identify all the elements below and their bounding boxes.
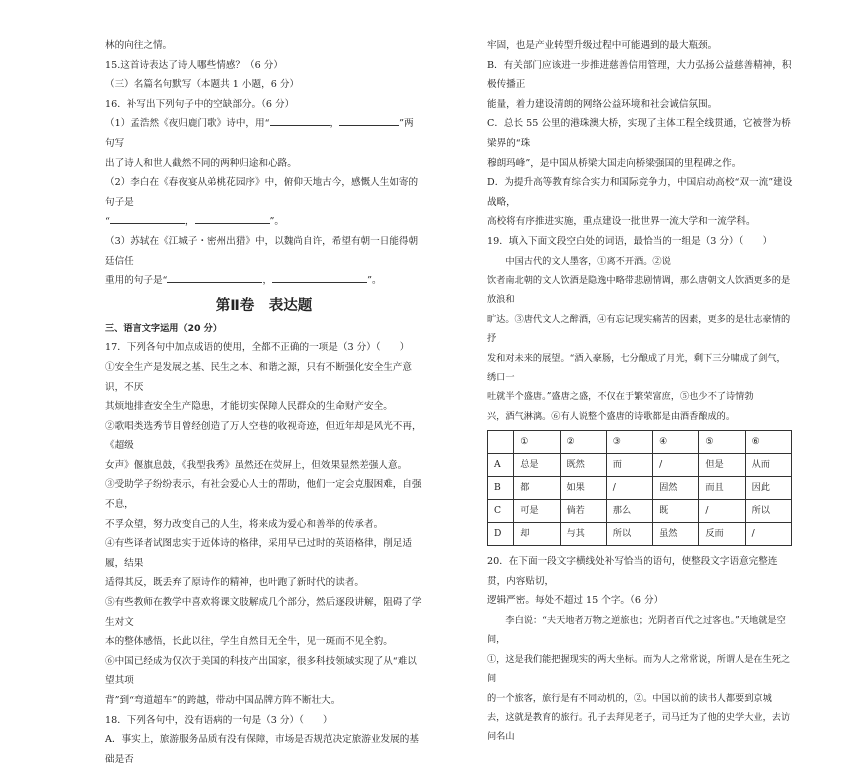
table-cell: 既	[653, 500, 699, 523]
text-line: 林的向往之情。	[105, 40, 173, 51]
q16-part3: （3）苏轼在《江城子・密州出猎》中，以魏尚自许，希望有朝一日能得朝廷信任	[105, 235, 419, 267]
table-cell: 却	[514, 523, 560, 546]
passage-line: 去，这就是教育的旅行。孔子去拜见老子，司马迁为了他的史学大业，去访问名山	[487, 712, 791, 743]
q17-item: ②歌唱类选秀节目曾经创造了万人空巷的收视奇迹，但近年却是风光不再，《超级	[105, 420, 422, 452]
table-header-row	[488, 431, 792, 454]
q16-part1	[105, 114, 423, 153]
table-cell: 但是	[699, 454, 745, 477]
question-19: 19．填入下面文段空白处的词语，最恰当的一组是（3 分）（ ）	[487, 235, 773, 247]
table-cell: 总是	[514, 454, 560, 477]
table-row	[488, 500, 792, 523]
q18-option-b-cont: 能量，着力建设清朗的网络公益环境和社会诚信氛围。	[487, 98, 718, 110]
question-15: 15.这首诗表达了诗人哪些情感？（6 分）	[105, 59, 283, 71]
text: ，	[184, 216, 195, 228]
passage-line: 饮者南北朝的文人饮酒是隐逸中略带悲剧情调，那么唐朝文人饮酒更多的是放浪和	[487, 274, 791, 306]
q18-option-d-cont: 高校将有序推进实施，重点建设一批世界一流大学和一流学科。	[487, 216, 756, 228]
options-table	[487, 430, 792, 546]
q17-item: ①安全生产是发展之基、民生之本、和谐之源，只有不断强化安全生产意识，不厌	[105, 361, 412, 393]
table-cell: 因此	[745, 477, 791, 500]
table-cell: 如果	[560, 477, 606, 500]
table-cell: ⑥	[745, 431, 791, 454]
text: ”。	[367, 275, 382, 287]
q18-option-c-cont: 穆朗玛峰”，是中国从桥梁大国走向桥梁强国的里程碑之作。	[487, 157, 742, 169]
answer-blank[interactable]	[339, 114, 399, 126]
text: “	[105, 216, 110, 228]
table-cell: /	[606, 477, 652, 500]
text: ，	[262, 275, 273, 287]
q17-item: 其烦地排查安全生产隐患，才能切实保障人民群众的生命财产安全。	[105, 401, 393, 413]
table-cell: 与其	[560, 523, 606, 546]
text: ”两句写	[105, 118, 414, 149]
section-famous-quotes: （三）名篇名句默写（本题共 1 小题，6 分）	[105, 79, 300, 91]
question-20-cont: 逻辑严密。每处不超过 15 个字。（6 分）	[487, 595, 664, 607]
passage-line: 李白说：“夫天地者万物之逆旅也；光阴者百代之过客也。”天地就是空间，	[487, 614, 786, 646]
q16-part2: （2）李白在《春夜宴从弟桃花园序》中，俯仰天地古今，感慨人生如寄的句子是	[105, 177, 419, 208]
table-cell: 倘若	[560, 500, 606, 523]
table-row	[488, 454, 792, 477]
passage-line: 旷达。③唐代文人之醉酒，④有忘记现实痛苦的因素，更多的是壮志豪情的抒	[487, 313, 791, 345]
table-cell: 所以	[745, 500, 791, 523]
table-cell: 反而	[699, 523, 745, 546]
table-row	[488, 477, 792, 500]
question-17: 17．下列各句中加点成语的使用，全都不正确的一项是（3 分）（ ）	[105, 342, 410, 354]
table-cell: D	[488, 523, 514, 546]
right-column	[487, 36, 793, 747]
table-cell: 那么	[606, 500, 652, 523]
table-cell: 而	[606, 454, 652, 477]
table-cell: 从而	[745, 454, 791, 477]
table-cell: ①	[514, 431, 560, 454]
text: ”。	[269, 216, 284, 228]
table-cell: 可是	[514, 500, 560, 523]
table-cell: B	[488, 477, 514, 500]
table-cell: /	[745, 523, 791, 546]
table-cell: ⑤	[699, 431, 745, 454]
answer-blank[interactable]	[110, 212, 185, 224]
q17-item: 女声》偃旗息鼓，《我型我秀》虽然还在荧屏上，但效果显然差强人意。	[105, 459, 408, 471]
question-18: 18．下列各句中，没有语病的一句是（3 分）（ ）	[105, 714, 333, 726]
passage-line: 的一个旅客，旅行是有不同动机的，②。中国以前的读书人都要到京城	[487, 692, 772, 704]
table-cell: ④	[653, 431, 699, 454]
q16-part2-blanks	[105, 212, 423, 232]
q18-option-d: D．为提升高等教育综合实力和国际竞争力，中国启动高校“双一流”建设战略，	[487, 177, 793, 208]
text: 重用的句子是“	[105, 275, 168, 287]
table-cell	[488, 431, 514, 454]
table-cell: 都	[514, 477, 560, 500]
table-cell: /	[699, 500, 745, 523]
text-line: 出了诗人和世人截然不同的两种归途和心路。	[105, 157, 297, 169]
passage-line: ①，这是我们能把握现实的两大坐标。而为人之常常说，所谓人是在生死之间	[487, 653, 791, 685]
table-cell: ②	[560, 431, 606, 454]
section-title: 第Ⅱ卷 表达题	[215, 297, 313, 314]
table-cell: 固然	[653, 477, 699, 500]
passage-line: 兴，酒气淋漓。⑥有人说整个盛唐的诗歌都是由酒香酿成的。	[487, 410, 736, 422]
table-cell: 而且	[699, 477, 745, 500]
q17-item: ③受助学子纷纷表示，有社会爱心人士的帮助，他们一定会克服困难，自强不息，	[105, 479, 422, 511]
q17-item: ④有些译者试图忠实于近体诗的格律，采用早已过时的英语格律，削足适履，结果	[105, 538, 412, 569]
passage-line: 中国古代的文人墨客，①离不开酒。②说	[505, 255, 671, 267]
answer-blank[interactable]	[270, 114, 330, 126]
q17-item: 不孚众望，努力改变自己的人生，将来成为爱心和善举的传承者。	[105, 518, 384, 530]
table-cell: 既然	[560, 454, 606, 477]
q16-part3-blanks	[105, 271, 423, 291]
answer-blank[interactable]	[272, 271, 367, 283]
q17-item: ⑥中国已经成为仅次于美国的科技产出国家，很多科技领域实现了从“难以望其项	[105, 655, 417, 687]
table-cell: /	[653, 454, 699, 477]
question-20: 20．在下面一段文字横线处补写恰当的语句，使整段文字语意完整连贯，内容贴切，	[487, 556, 778, 587]
table-row	[488, 523, 792, 546]
text: （1）孟浩然《夜归鹿门歌》诗中，用“	[105, 118, 270, 130]
q17-item: 本的整体感悟，长此以往，学生自然目无全牛，见一斑而不见全豹。	[105, 636, 393, 648]
passage-line: 发和对未来的展望。“酒入豪肠，七分酿成了月光，剩下三分啸成了剑气，绣口一	[487, 352, 786, 383]
q17-item: ⑤有些教师在教学中喜欢将课文肢解成几个部分，然后逐段讲解，阻碍了学生对文	[105, 597, 422, 628]
q18-option-c: C．总长 55 公里的港珠澳大桥，实现了主体工程全线贯通，它被誉为桥梁界的“珠	[487, 118, 791, 149]
question-16: 16．补写出下列句子中的空缺部分。（6 分）	[105, 98, 295, 110]
table-cell: ③	[606, 431, 652, 454]
table-cell: 虽然	[653, 523, 699, 546]
answer-blank[interactable]	[167, 271, 262, 283]
answer-blank[interactable]	[195, 212, 270, 224]
table-cell: A	[488, 454, 514, 477]
q17-item: 适得其反，既丢弃了原诗作的精神，也叶跑了新时代的读者。	[105, 577, 365, 589]
left-column	[105, 36, 423, 769]
passage-line: 吐就半个盛唐。”盛唐之盛，不仅在于繁荣富庶，⑤也少不了诗情勃	[487, 391, 754, 403]
q18-option-b: B．有关部门应该进一步推进慈善信用管理，大力弘扬公益慈善精神，积极传播正	[487, 59, 792, 91]
q17-item: 背”到“弯道超车”的跨越，带动中国品牌方阵不断壮大。	[105, 695, 341, 706]
q18-option-a: A．事实上，旅游服务品质有没有保障，市场是否规范决定旅游业发展的基础是否	[105, 734, 419, 765]
q18-option-a-cont: 牢固，也是产业转型升级过程中可能遇到的最大瓶颈。	[487, 40, 718, 51]
section-language-use: 三、语言文字运用（20 分）	[105, 322, 223, 334]
table-cell: 所以	[606, 523, 652, 546]
text: ，	[329, 118, 340, 130]
table-cell: C	[488, 500, 514, 523]
